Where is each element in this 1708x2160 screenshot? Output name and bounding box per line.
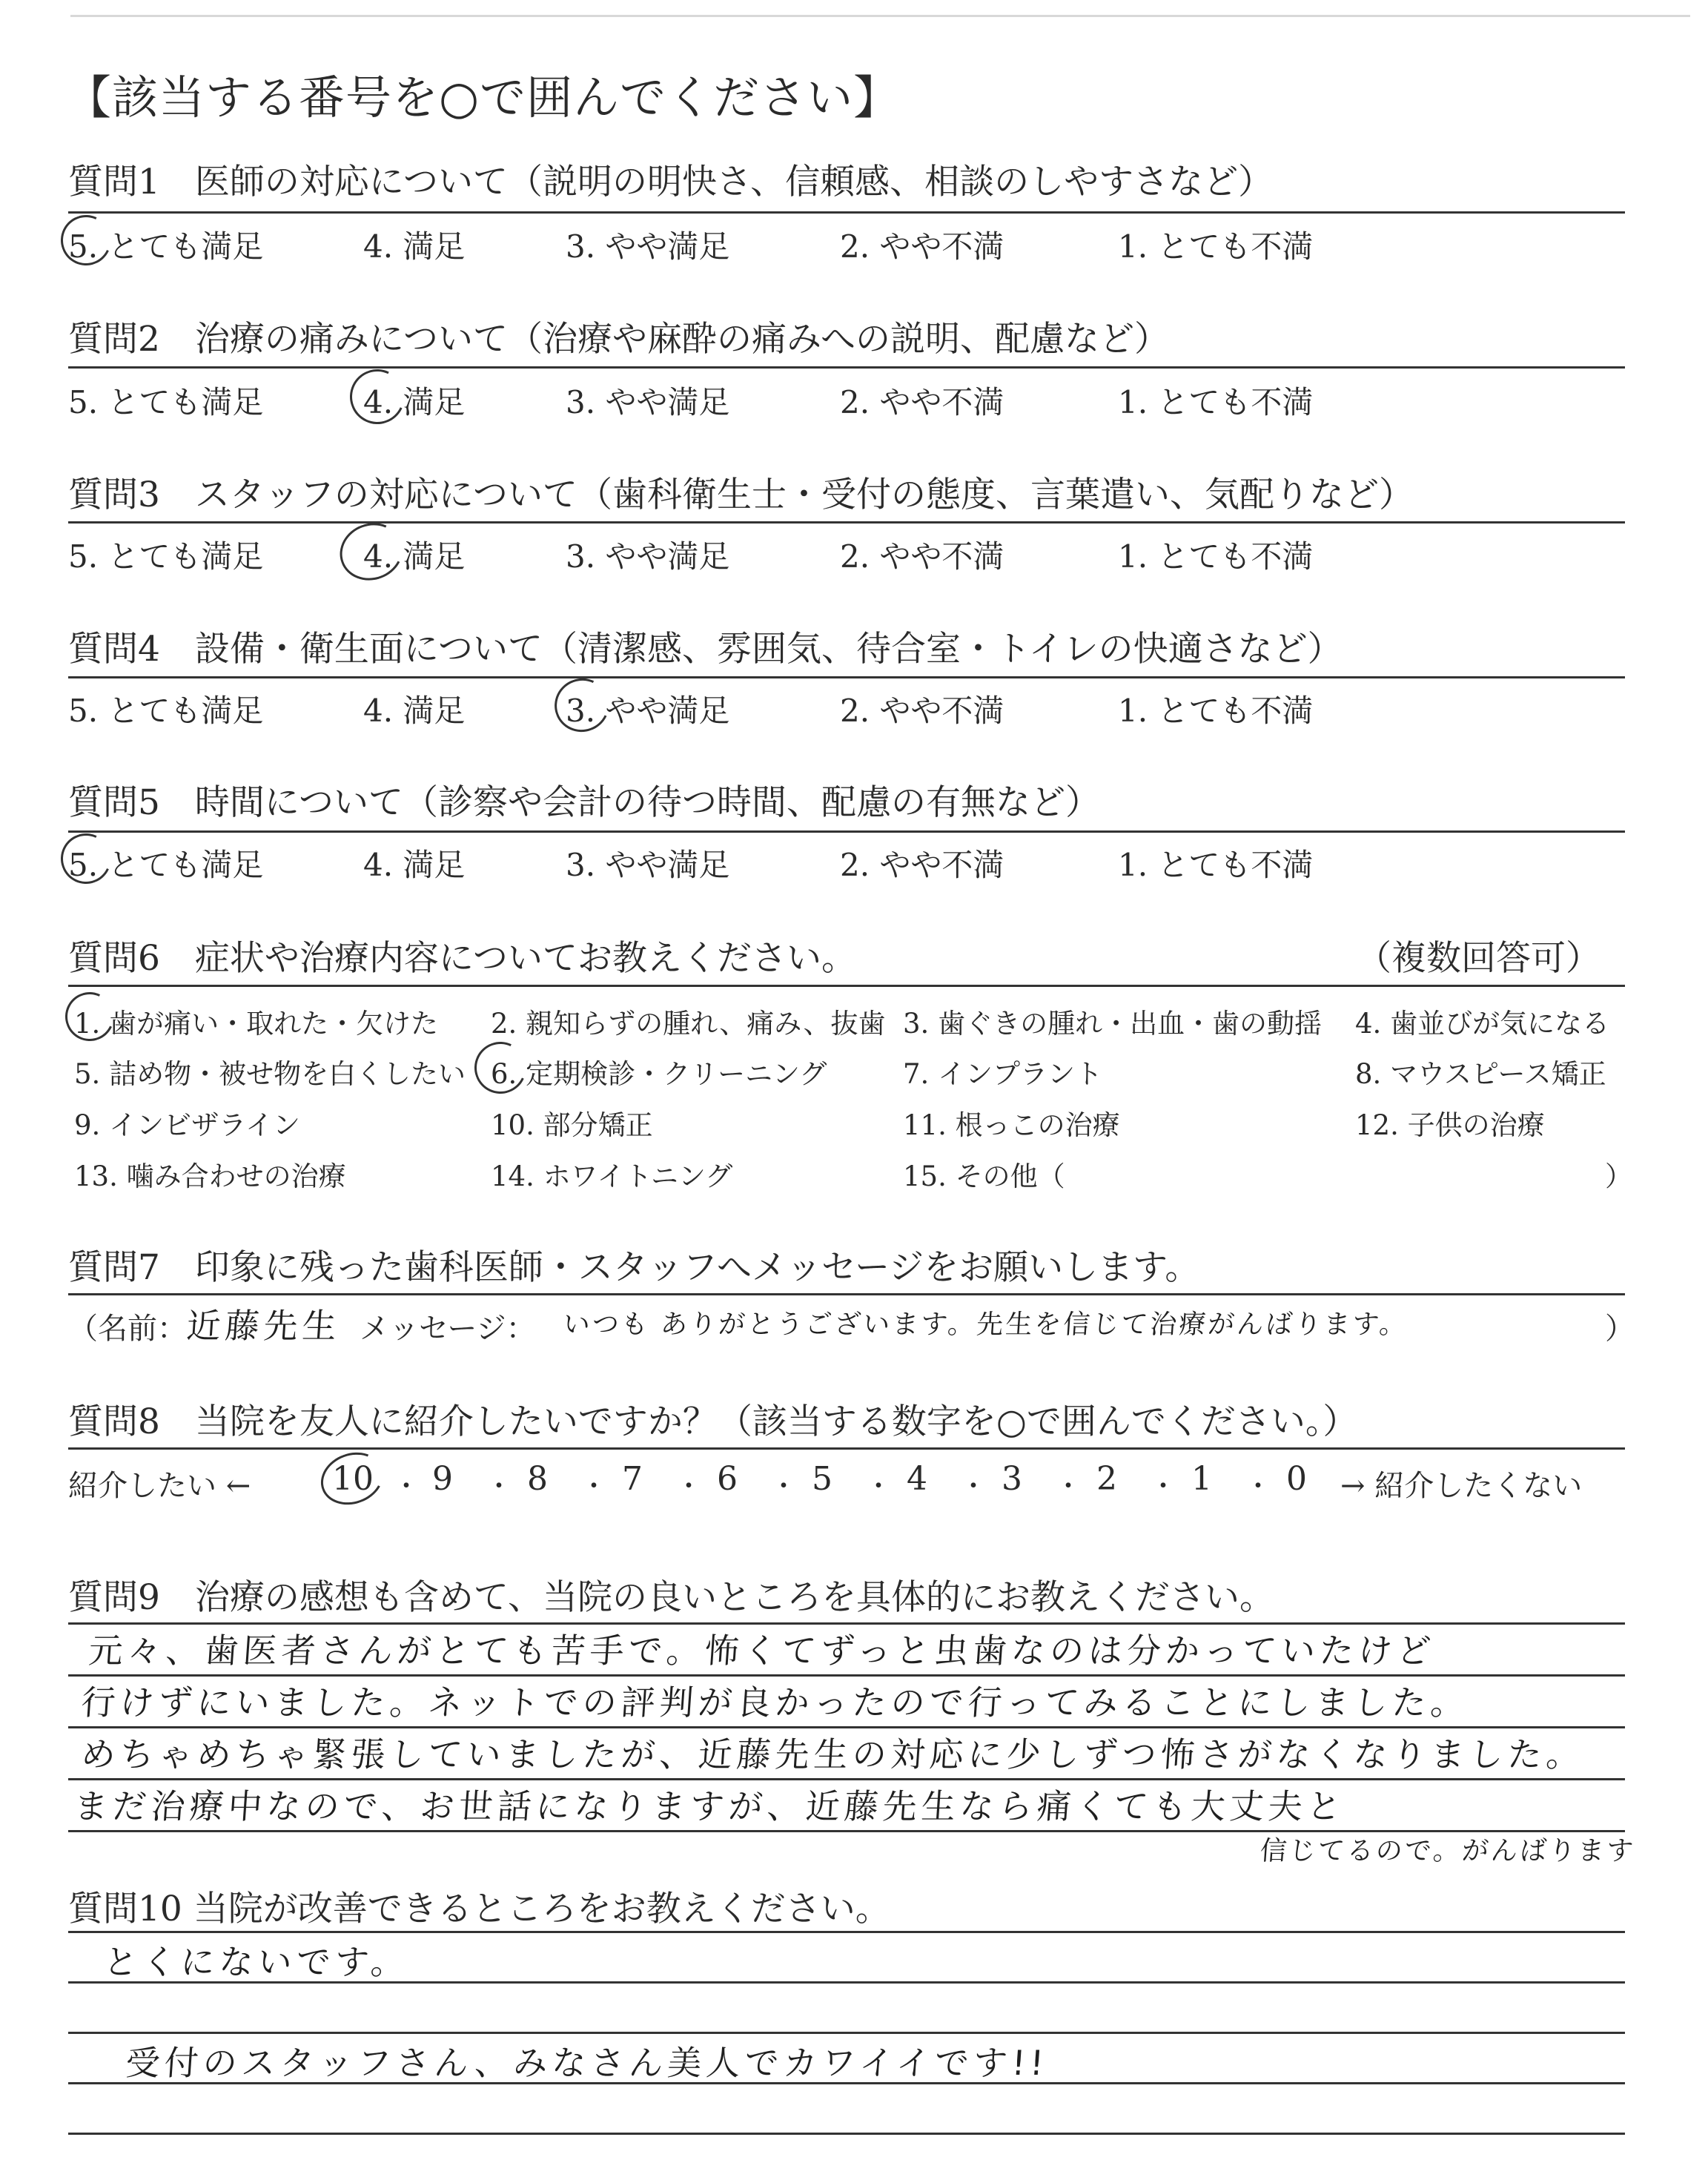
question-4-rule: [68, 676, 1625, 678]
q1-option-3[interactable]: 3. やや満足: [566, 228, 730, 265]
q6-item-9[interactable]: 9. インビザライン: [74, 1109, 300, 1141]
q1-option-4[interactable]: 4. 満足: [363, 228, 466, 265]
q9-answer-line-5: 信じてるので。がんばります: [1259, 1836, 1637, 1866]
q4-option-4[interactable]: 4. 満足: [363, 693, 466, 729]
q6-item-11[interactable]: 11. 根っこの治療: [903, 1109, 1120, 1141]
q8-number-4[interactable]: 4: [907, 1460, 927, 1498]
q8-number-6[interactable]: 6: [717, 1460, 738, 1498]
q8-number-3[interactable]: 3: [1002, 1460, 1022, 1498]
q9-answer-line-4: まだ治療中なので、お世話になりますが、近藤先生なら痛くても大丈夫と: [72, 1786, 1347, 1826]
q10-answer-line-1: とくにないです。: [102, 1942, 411, 1982]
q8-selected-circle: [314, 1444, 391, 1513]
q7-name-value: 近藤先生: [185, 1306, 342, 1346]
q6-item-7[interactable]: 7. インプラント: [903, 1058, 1103, 1090]
q8-dot: ・: [960, 1471, 987, 1502]
q1-option-1[interactable]: 1. とても不満: [1118, 228, 1314, 265]
q4-option-1[interactable]: 1. とても不満: [1118, 693, 1314, 729]
question-3-rule: [68, 521, 1625, 524]
q10-answer-line-2: 受付のスタッフさん、みなさん美人でカワイイです!!: [124, 2043, 1050, 2083]
q7-close-paren: ）: [1605, 1312, 1635, 1346]
q8-dot: ・: [580, 1471, 608, 1502]
q8-number-9[interactable]: 9: [432, 1460, 453, 1498]
question-3-title: 質問3 スタッフの対応について（歯科衛生士・受付の態度、言葉遣い、気配りなど）: [68, 475, 1414, 515]
q8-number-1[interactable]: 1: [1191, 1460, 1212, 1498]
question-9-title: 質問9 治療の感想も含めて、当院の良いところを具体的にお教えください。: [68, 1577, 1274, 1618]
q6-item-2[interactable]: 2. 親知らずの腫れ、痛み、抜歯: [491, 1008, 886, 1040]
q6-item-10[interactable]: 10. 部分矯正: [491, 1109, 653, 1141]
q6-item-8[interactable]: 8. マウスピース矯正: [1355, 1058, 1606, 1090]
q5-option-1[interactable]: 1. とても不満: [1118, 847, 1314, 883]
q8-dot: ・: [1245, 1471, 1272, 1502]
q8-dot: ・: [675, 1471, 703, 1502]
q6-item-14[interactable]: 14. ホワイトニング: [491, 1160, 733, 1192]
q8-right-label: → 紹介したくない: [1340, 1469, 1583, 1503]
q8-number-2[interactable]: 2: [1096, 1460, 1117, 1498]
q8-dot: ・: [486, 1471, 513, 1502]
q4-option-2[interactable]: 2. やや不満: [840, 693, 1004, 729]
q8-number-7[interactable]: 7: [622, 1460, 643, 1498]
q7-name-label: （名前：: [68, 1312, 187, 1346]
q6-item-12[interactable]: 12. 子供の治療: [1355, 1109, 1545, 1141]
question-2-title: 質問2 治療の痛みについて（治療や麻酔の痛みへの説明、配慮など）: [68, 319, 1170, 360]
q6-item-1[interactable]: 1. 歯が痛い・取れた・欠けた: [74, 1008, 439, 1040]
q6-item-6[interactable]: 6. 定期検診・クリーニング: [491, 1058, 827, 1090]
q9-answer-line-3: めちゃめちゃ緊張していましたが、近藤先生の対応に少しずつ怖さがなくなりました。: [79, 1734, 1586, 1774]
q8-number-10[interactable]: 10: [332, 1460, 374, 1498]
q8-number-5[interactable]: 5: [812, 1460, 833, 1498]
q7-message-label: メッセージ：: [360, 1312, 536, 1346]
q5-option-2[interactable]: 2. やや不満: [840, 847, 1004, 883]
q7-message-value: いつも ありがとうございます。先生を信じて治療がんばります。: [562, 1309, 1409, 1340]
q1-option-2[interactable]: 2. やや不満: [840, 228, 1004, 265]
question-7-rule: [68, 1293, 1625, 1295]
question-5-title: 質問5 時間について（診察や会計の待つ時間、配慮の有無など）: [68, 782, 1100, 823]
question-8-title: 質問8 当院を友人に紹介したいですか？（該当する数字を○で囲んでください。）: [68, 1401, 1358, 1442]
q8-dot: ・: [1150, 1471, 1177, 1502]
question-1-rule: [68, 211, 1625, 214]
question-1-title: 質問1 医師の対応について（説明の明快さ、信頼感、相談のしやすさなど）: [68, 162, 1274, 202]
q4-option-5[interactable]: 5. とても満足: [68, 693, 264, 729]
question-7-title: 質問7 印象に残った歯科医師・スタッフへメッセージをお願いします。: [68, 1247, 1200, 1288]
q10-line: [68, 1931, 1625, 1933]
question-5-rule: [68, 830, 1625, 833]
q6-item-15[interactable]: 15. その他（: [903, 1160, 1065, 1192]
q3-option-1[interactable]: 1. とても不満: [1118, 538, 1314, 575]
q4-option-3[interactable]: 3. やや満足: [566, 693, 730, 729]
question-8-rule: [68, 1447, 1625, 1450]
q3-option-2[interactable]: 2. やや不満: [840, 538, 1004, 575]
q1-option-5[interactable]: 5. とても満足: [68, 228, 264, 265]
q9-answer-line-1: 元々、歯医者さんがとても苦手で。怖くてずっと虫歯なのは分かっていたけど: [87, 1631, 1437, 1671]
q5-option-3[interactable]: 3. やや満足: [566, 847, 730, 883]
q3-selected-circle: [332, 515, 411, 589]
q5-option-5[interactable]: 5. とても満足: [68, 847, 264, 883]
q6-item-5[interactable]: 5. 詰め物・被せ物を白くしたい: [74, 1058, 466, 1090]
q8-dot: ・: [1055, 1471, 1082, 1502]
q3-option-5[interactable]: 5. とても満足: [68, 538, 264, 575]
q3-option-4[interactable]: 4. 満足: [363, 538, 466, 575]
question-2-rule: [68, 366, 1625, 369]
question-6-rule: [68, 985, 1625, 987]
q2-option-5[interactable]: 5. とても満足: [68, 384, 264, 420]
q2-option-4[interactable]: 4. 満足: [363, 384, 466, 420]
q3-option-3[interactable]: 3. やや満足: [566, 538, 730, 575]
q8-dot: ・: [393, 1471, 420, 1502]
q8-left-label: 紹介したい ←: [68, 1469, 251, 1503]
q2-option-3[interactable]: 3. やや満足: [566, 384, 730, 420]
q5-option-4[interactable]: 4. 満足: [363, 847, 466, 883]
q10-line: [68, 2032, 1625, 2034]
q6-item-13[interactable]: 13. 噛み合わせの治療: [74, 1160, 346, 1192]
page-heading: 【該当する番号を○で囲んでください】: [65, 70, 901, 125]
q8-dot: ・: [770, 1471, 798, 1502]
q2-option-2[interactable]: 2. やや不満: [840, 384, 1004, 420]
q2-option-1[interactable]: 1. とても不満: [1118, 384, 1314, 420]
q8-number-0[interactable]: 0: [1286, 1460, 1307, 1498]
q9-answer-line-2: 行けずにいました。ネットでの評判が良かったので行ってみることにしました。: [79, 1682, 1471, 1723]
q6-item-15-close: ）: [1605, 1160, 1632, 1192]
q10-line: [68, 2133, 1625, 2135]
question-4-title: 質問4 設備・衛生面について（清潔感、雰囲気、待合室・トイレの快適さなど）: [68, 629, 1343, 670]
q8-dot: ・: [865, 1471, 893, 1502]
question-10-title: 質問10 当院が改善できるところをお教えください。: [68, 1889, 890, 1929]
top-border: [70, 15, 1690, 17]
question-6-title: 質問6 症状や治療内容についてお教えください。: [68, 938, 856, 979]
q6-item-4[interactable]: 4. 歯並びが気になる: [1355, 1008, 1610, 1040]
question-6-note: （複数回答可）: [1357, 938, 1601, 979]
q8-number-8[interactable]: 8: [527, 1460, 548, 1498]
q6-item-3[interactable]: 3. 歯ぐきの腫れ・出血・歯の動揺: [903, 1008, 1323, 1040]
